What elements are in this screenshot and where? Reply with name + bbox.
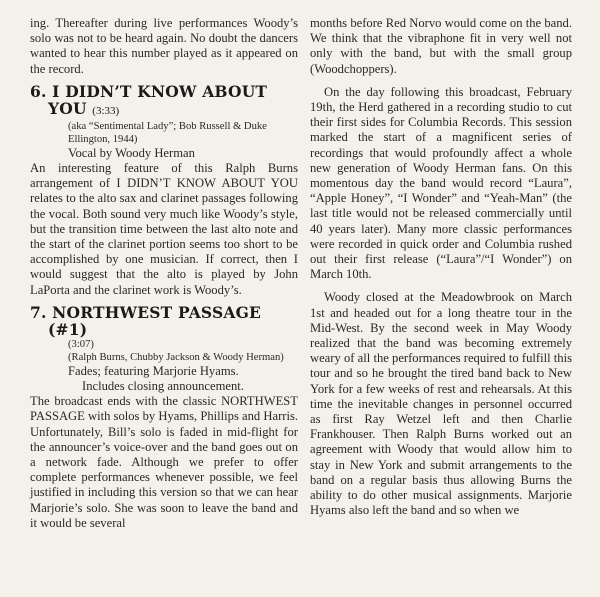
track-6-vocal: Vocal by Woody Herman xyxy=(68,145,195,160)
track-6-description: An interesting feature of this Ralph Burns arrangement of I DIDN’T KNOW ABOUT YOU relates to the alto sax and clarinet passages following the vocal. Both sound very much like Woody’s style, but the transition time between the last alto note and the start of the clarinet portion seems too short to be accomplished by one musician. If correct, then I would suggest that the alto is played by John LaPorta and the clarinet work is Woody’s. xyxy=(30,161,298,297)
track-7-entry xyxy=(30,304,298,531)
track-6-entry xyxy=(30,83,298,298)
track-7-time: (3:07) xyxy=(68,338,94,350)
track-7-description: The broadcast ends with the classic NORTHWEST PASSAGE with solos by Hyams, Phillips and Harris. Unfortunately, Bill’s solo is faded in mid-flight for the announcer’s voice-over and the band goes out on a network fade. Although we prefer to offer complete performances whenever possible, we feel justified in including this version so that we can hear Marjorie’s solo. She was soon to leave the band and it would be several xyxy=(30,394,298,530)
track-7-heading xyxy=(30,304,298,338)
intro-paragraph: ing. Thereafter during live performances Woody’s solo was not to be heard again. No doubt the dancers wanted to hear this number played as it appeared on the record. xyxy=(30,16,298,76)
track-7-title: 7. NORTHWEST PASSAGE (#1) xyxy=(30,302,262,339)
track-7-includes: Includes closing announcement. xyxy=(82,379,244,394)
meadowbrook-paragraph: Woody closed at the Meadowbrook on March 1st and headed out for a long theatre tour in the Mid-West. By the second week in May Woody realized that the band was becoming extremely weary of all the performances required to fulfill this tour and so he brought the tired band back to New York for a few weeks of rest and rehearsals. At this time the inevitable changes in personnel occurred as first Ray Wetzel left and then Charlie Frankhouser. Then Ralph Burns worked out an agreement with Woody that would allow him to stay in New York and submit arrangements to the band on a regular basis thus allowing Burns the ability to do other musical assignments. Marjorie Hyams also left the band and so when we xyxy=(310,290,572,518)
left-column xyxy=(30,16,298,531)
right-column xyxy=(310,16,572,519)
track-7-fades: Fades; featuring Marjorie Hyams. xyxy=(68,363,239,378)
track-7-credit: (Ralph Burns, Chubby Jackson & Woody Herman) xyxy=(68,351,284,363)
track-6-credit: (aka “Sentimental Lady”; Bob Russell & Duke Ellington, 1944) xyxy=(68,120,267,145)
broadcast-paragraph: On the day following this broadcast, February 19th, the Herd gathered in a recording studio to cut their first sides for Columbia Records. This session marked the start of a magnificent series of recordings that would profoundly affect a whole new generation of Woody Herman fans. On this momentous day the band would record “Laura”, “Apple Honey”, “I Wonder” and “Yeah-Man” (the last title would not be released commercially until 40 years later). Many more classic performances were recorded in quick order and Columbia rushed out their first release (“Laura”/“I Wonder”) on March 10th. xyxy=(310,84,572,282)
continuation-paragraph: months before Red Norvo would come on the band. We think that the vibraphone fit in very well not only with the band, but with the small group (Woodchoppers). xyxy=(310,16,572,76)
track-6-title: 6. I DIDN’T KNOW ABOUT YOU xyxy=(30,81,268,118)
track-6-heading xyxy=(30,83,298,120)
track-6-time: (3:33) xyxy=(92,104,120,117)
